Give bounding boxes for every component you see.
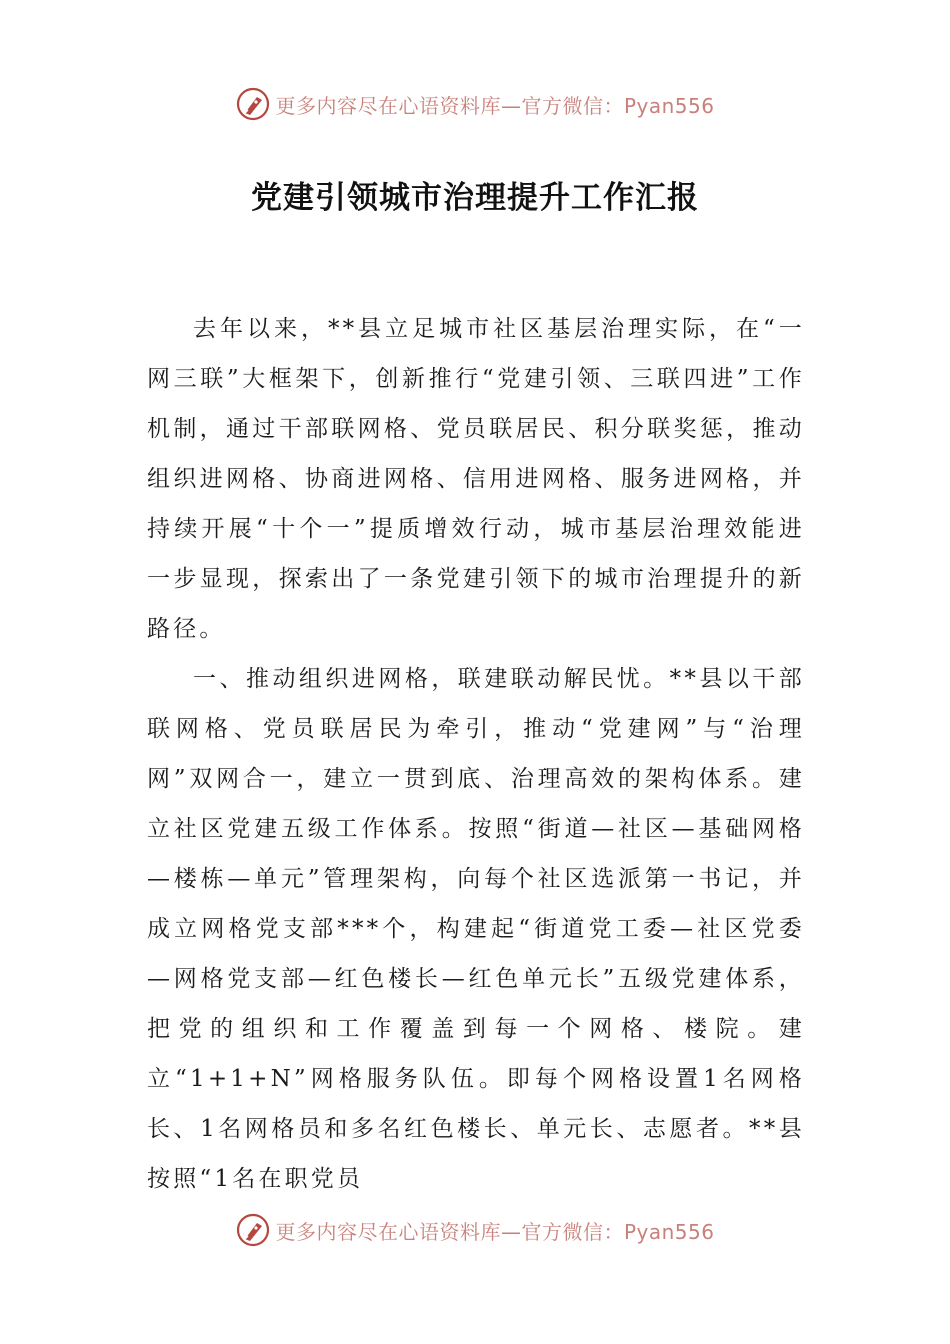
document-body [147,304,805,1204]
body-paragraph-section-one: 一、推动组织进网格，联建联动解民忧。**县以干部联网格、党员联居民为牵引，推动“党建网”与“治理网”双网合一，建立一贯到底、治理高效的架构体系。建立社区党建五级工作体系。按照“街道—社区—基础网格—楼栋—单元”管理架构，向每个社区选派第一书记，并成立网格党支部***个，构建起“街道党工委—社区党委—网格党支部—红色楼长—红色单元长”五级党建体系，把党的组织和工作覆盖到每一个网格、楼院。建立“1+1+N”网格服务队伍。即每个网格设置1名网格长、1名网格员和多名红色楼长、单元长、志愿者。**县按照“1名在职党员 [147,666,805,1192]
watermark-text: 更多内容尽在心语资料库—官方微信：Pyan556 [275,1219,715,1244]
document-title: 党建引领城市治理提升工作汇报 [251,180,699,216]
watermark-banner-bottom [0,1210,950,1250]
pen-nib-logo-icon [235,86,271,122]
pen-nib-logo-icon [235,1212,271,1248]
watermark-banner-top [0,84,950,124]
watermark-text: 更多内容尽在心语资料库—官方微信：Pyan556 [275,93,715,118]
body-paragraph-intro: 去年以来，**县立足城市社区基层治理实际，在“一网三联”大框架下，创新推行“党建引领、三联四进”工作机制，通过干部联网格、党员联居民、积分联奖惩，推动组织进网格、协商进网格、信用进网格、服务进网格，并持续开展“十个一”提质增效行动，城市基层治理效能进一步显现，探索出了一条党建引领下的城市治理提升的新路径。 [147,316,805,642]
